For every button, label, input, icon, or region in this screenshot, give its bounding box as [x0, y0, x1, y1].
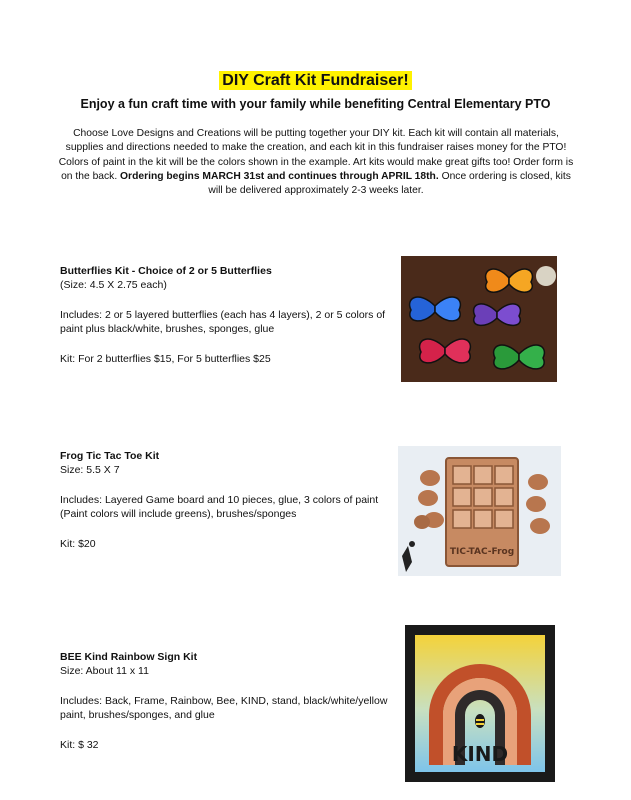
- frog-kit-photo: [398, 446, 561, 576]
- rainbow-sign-photo: [405, 625, 555, 782]
- kit-bee-kind-rainbow: [60, 650, 390, 752]
- butterflies-kit-photo: [401, 256, 557, 382]
- page-subtitle: Enjoy a fun craft time with your family while benefiting Central Elementary PTO: [80, 97, 551, 111]
- page-title: [0, 72, 631, 90]
- kit-name: Frog Tic Tac Toe Kit: [60, 450, 160, 462]
- intro-ordering-dates: Ordering begins MARCH 31st and continues through APRIL 18th.: [120, 170, 439, 182]
- kit-name: Butterflies Kit - Choice of 2 or 5 Butterflies: [60, 265, 272, 277]
- rainbow-sign-text: KIND: [451, 742, 509, 766]
- page-title-text: DIY Craft Kit Fundraiser!: [219, 71, 411, 90]
- kit-butterflies: [60, 264, 390, 366]
- kit-price: Kit: For 2 butterflies $15, For 5 butterflies $25: [60, 353, 271, 365]
- kit-frog-tic-tac-toe: [60, 449, 390, 551]
- kit-price: Kit: $ 32: [60, 739, 99, 751]
- kit-includes: Includes: Back, Frame, Rainbow, Bee, KIND, stand, black/white/yellow paint, brushes/sponges, and glue: [60, 695, 388, 721]
- kit-size: Size: About 11 x 11: [60, 665, 149, 677]
- kit-includes: Includes: Layered Game board and 10 pieces, glue, 3 colors of paint (Paint colors will include greens), brushes/sponges: [60, 494, 379, 520]
- kit-price: Kit: $20: [60, 538, 96, 550]
- intro-delivery-text: Once ordering is closed, kits will be delivered approximately 2-3 weeks later.: [208, 170, 571, 197]
- intro-text: Choose Love Designs and Creations will be putting together your DIY kit. Each kit will contain all materials, supplies and directions needed to make the creation, and each kit in this fundraiser raises money for the PTO! Colors of paint in the kit will be the colors shown in the example. Art kits would make great gifts too! Order form is on the back.: [58, 128, 574, 182]
- kit-size: (Size: 4.5 X 2.75 each): [60, 279, 167, 291]
- kit-name: BEE Kind Rainbow Sign Kit: [60, 651, 198, 663]
- frog-board-text: TIC-TAC-Frog: [449, 547, 515, 557]
- kit-includes: Includes: 2 or 5 layered butterflies (each has 4 layers), 2 or 5 colors of paint plus black/white, brushes, sponges, glue: [60, 309, 386, 335]
- intro-paragraph: [58, 127, 574, 198]
- kit-size: Size: 5.5 X 7: [60, 464, 120, 476]
